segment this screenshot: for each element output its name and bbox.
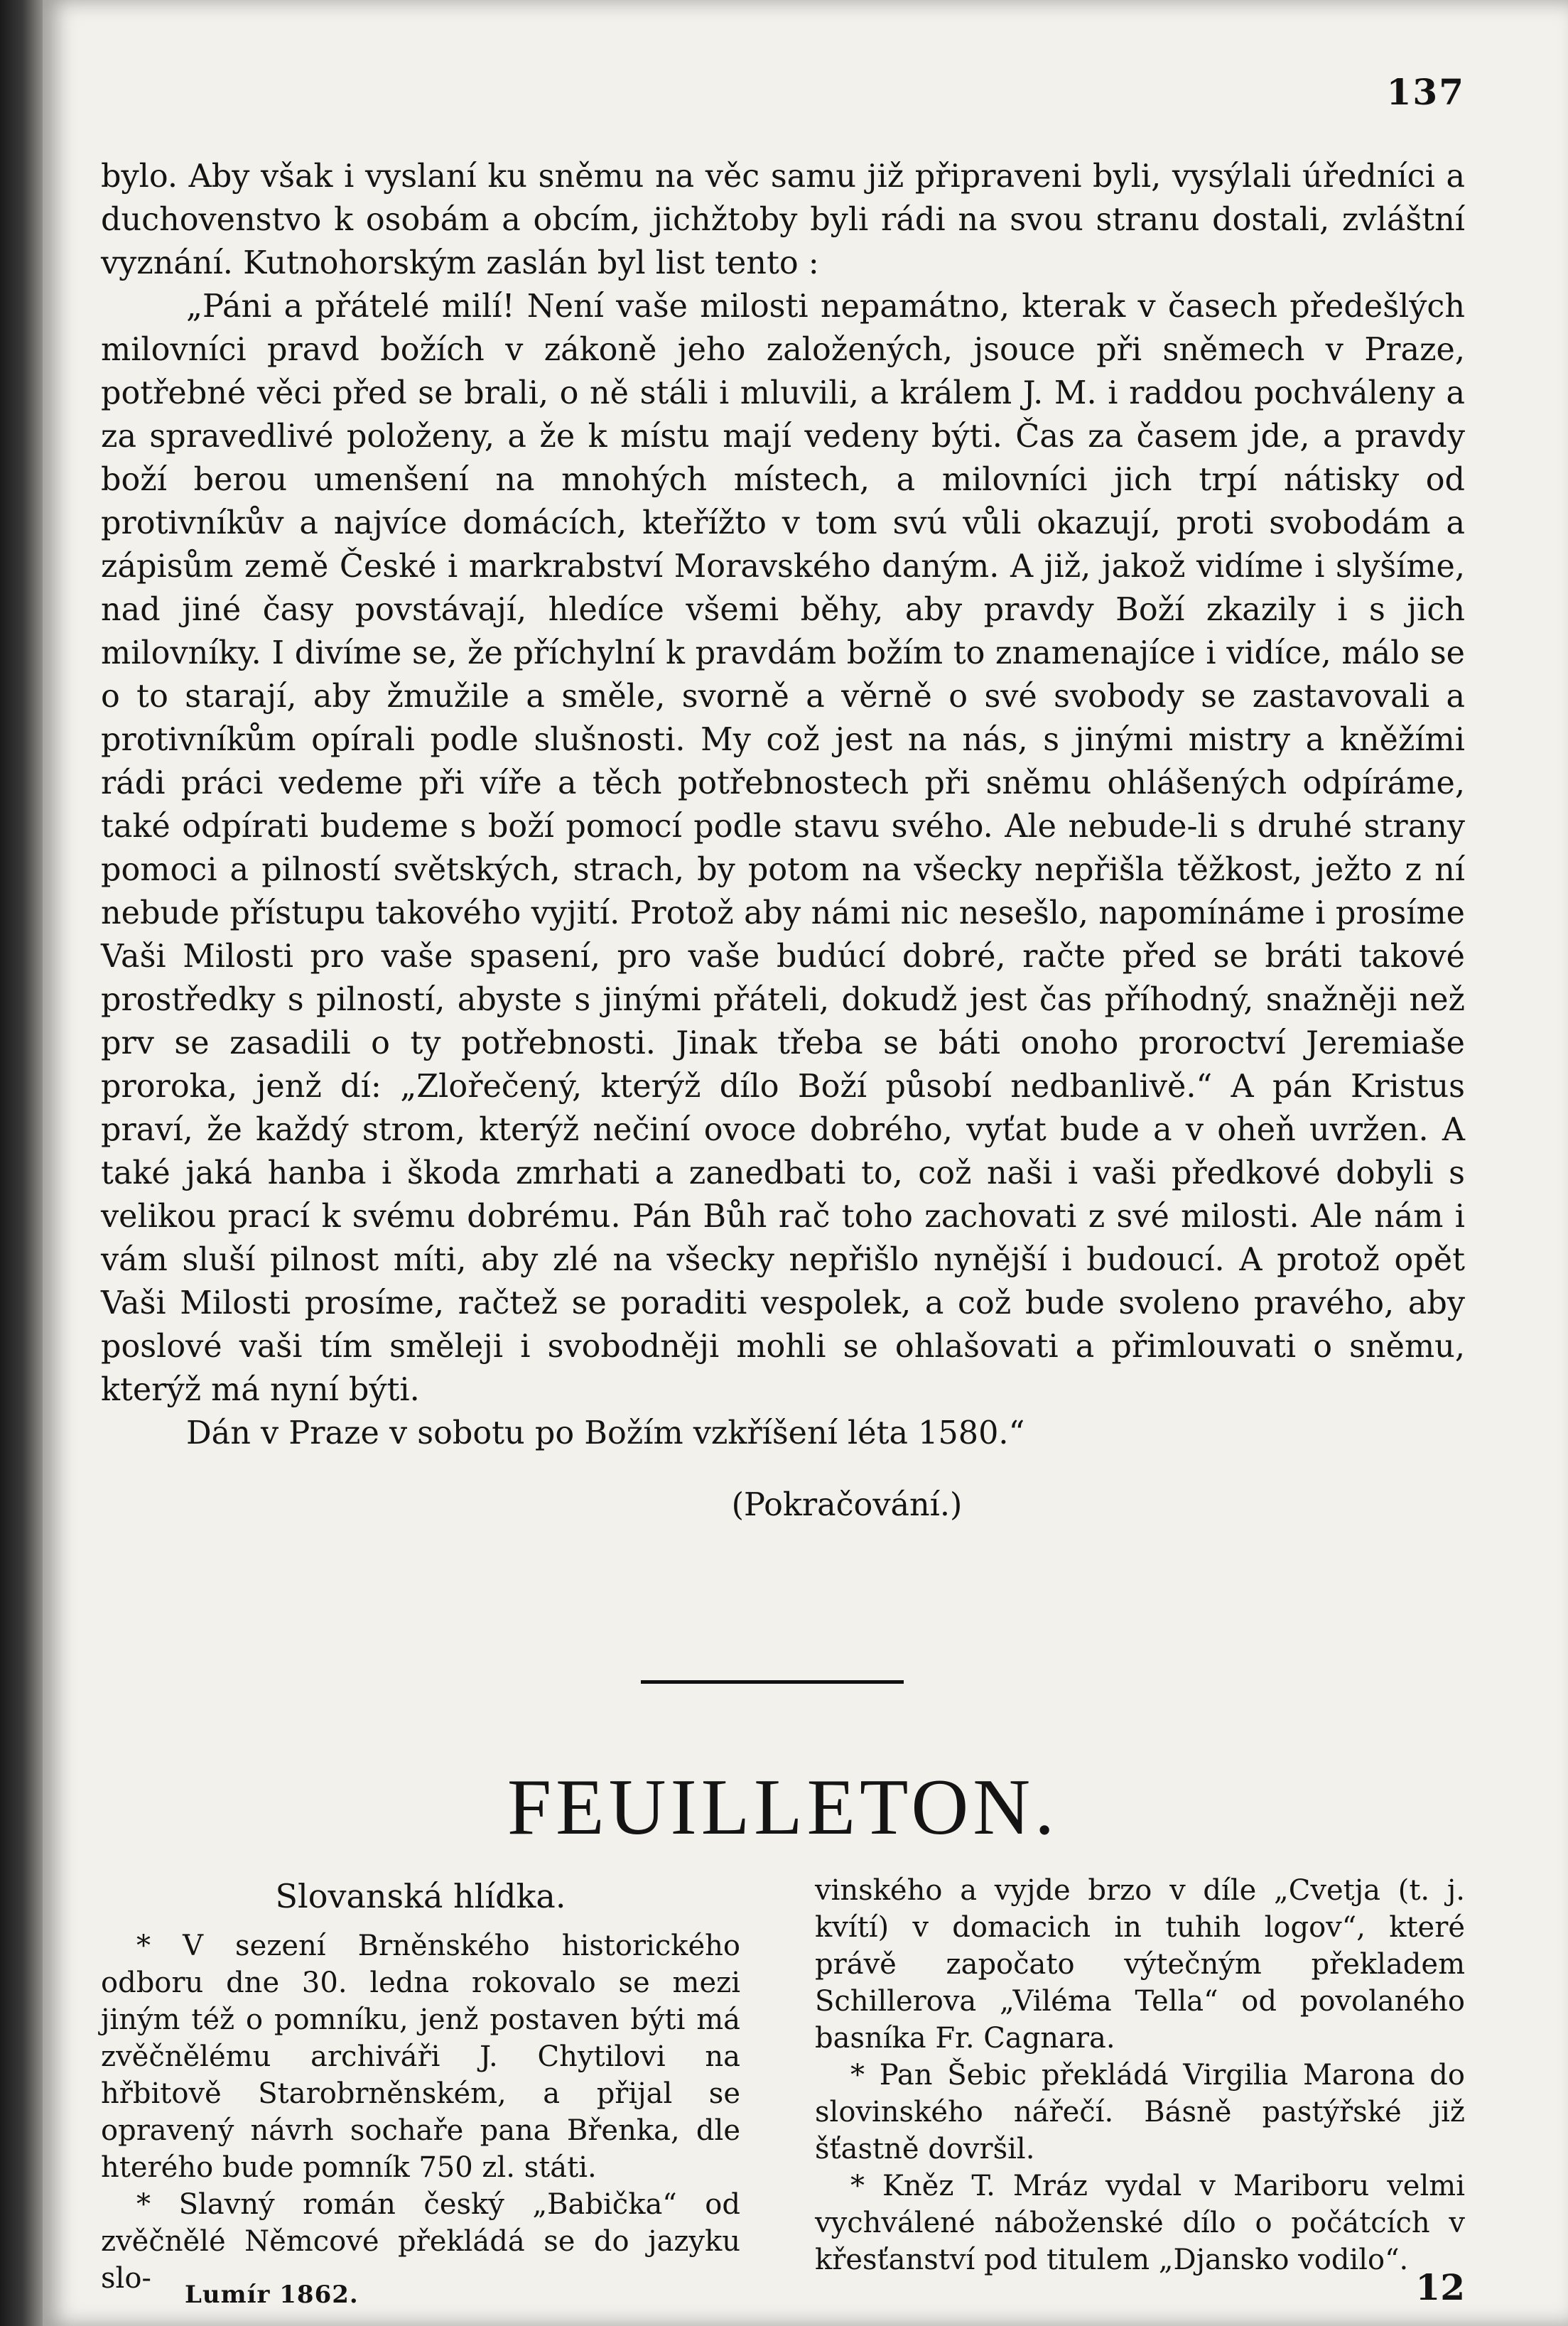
continuation-note: (Pokračování.) [731, 1487, 963, 1523]
paragraph-letter: „Páni a přátelé milí! Není vaše milosti nepamátno, kterak v časech předešlých milovníci pravd božích v zákoně jeho založených, jsouce při sněmech v Praze, potřebné věci před se brali, o ně stáli i mluvili, a králem J. M. i raddou pochváleny a za spravedlivé položeny, a že k místu mají vedeny býti. Čas za časem jde, a pravdy boží berou umenšení na mnohých místech, a milovníci jich trpí nátisky od protivníkův a najvíce domácích, kteřížto v tom svú vůli okazují, proti svobodám a zápisům země České i markrabství Moravského daným. A již, jakož vidíme i slyšíme, nad jiné časy povstávají, hledíce všemi běhy, aby pravdy Boží zkazily i s jich milovníky. I divíme se, že příchylní k pravdám božím to znamenajíce i vidíce, málo se o to starají, aby žmužile a směle, svorně a věrně o své svobody se zastavovali a protivníkům opírali podle slušnosti. My což jest na nás, s jinými mistry a kněžími rádi práci vedeme při víře a těch potřebnostech při sněmu ohlášených odpíráme, také odpírati budeme s boží pomocí podle stavu svého. Ale nebude-li s druhé strany pomoci a pilností světských, strach, by potom na všecky nepřišla těžkost, ježto z ní nebude přístupu takového vyjití. Protož aby námi nic nesešlo, napomínáme i prosíme Vaši Milosti pro vaše spasení, pro vaše budúcí dobré, račte před se bráti takové prostředky s pilností, abyste s jinými přáteli, dokudž jest čas příhodný, snažněji než prv se zasadili o ty potřebnosti. Jinak třeba se báti onoho proroctví Jeremiaše proroka, jenž dí: „Zlořečený, kterýž dílo Boží působí nedbanlivě.“ A pán Kristus praví, že každý strom, kterýž nečiní ovoce dobrého, vyťat bude a v oheň uvržen. A také jaká hanba i škoda zmrhati a zanedbati to, což naši i vaši předkové dobyli s velikou prací k svému dobrému. Pán Bůh rač toho zachovati z své milosti. Ale nám i vám sluší pilnost míti, aby zlé na všecky nepřišlo nynější i budoucí. A protož opět Vaši Milosti prosíme, račtež se poraditi vespolek, a což bude svoleno pravého, aby poslové vaši tím směleji i svobodněji mohli se ohlašovati a přimlouvati o sněmu, kterýž má nyní býti. [101, 288, 1465, 1408]
left-column [101, 1872, 740, 2297]
column-heading: Slovanská hlídka. [275, 1877, 566, 1915]
section-title: FEUILLETON. [507, 1763, 1059, 1851]
news-item: * Pan Šebic překládá Virgilia Marona do slovinského nářečí. Básně pastýřské již šťastně dovršil. [815, 2059, 1465, 2165]
news-item: vinského a vyjde brzo v díle „Cvetja (t. j. kvítí) v domacich in tuhih logov“, které právě započato výtečným překladem Schillerova „Viléma Tella“ od povolaného basníka Fr. Cagnara. [815, 1874, 1465, 2055]
footer-publication: Lumír 1862. [185, 2281, 359, 2309]
news-item: * V sezení Brněnského historického odboru dne 30. ledna rokovalo se mezi jiným též o pomníku, jenž postaven býti má zvěčnělému archiváři J. Chytilovi na hřbitově Starobrněnském, a přijal se opravený návrh sochaře pana Břenka, dle hterého bude pomník 750 zl. státi. [101, 1930, 740, 2184]
news-item: * Kněz T. Mráz vydal v Mariboru velmi vychválené náboženské dílo o počátcích v křesťanství pod titulem „Djansko vodilo“. [815, 2170, 1465, 2276]
section-divider [641, 1680, 904, 1684]
document-page [43, 0, 1568, 2326]
right-column [815, 1872, 1465, 2278]
news-item: * Slavný román český „Babička“ od zvěčnělé Němcové překládá se do jazyku slo- [101, 2188, 740, 2295]
footer-sheet-number: 12 [1415, 2266, 1465, 2308]
page-number: 137 [1386, 71, 1465, 113]
paragraph-dated: Dán v Praze v sobotu po Božím vzkříšení léta 1580.“ [186, 1415, 1025, 1451]
main-text [101, 155, 1465, 1527]
paragraph-intro: bylo. Aby však i vyslaní ku sněmu na věc samu již připraveni byli, vysýlali úředníci a duchovenstvo k osobám a obcím, jichžtoby byli rádi na svou stranu dostali, zvláštní vyznání. Kutnohorským zaslán byl list tento : [101, 158, 1465, 281]
